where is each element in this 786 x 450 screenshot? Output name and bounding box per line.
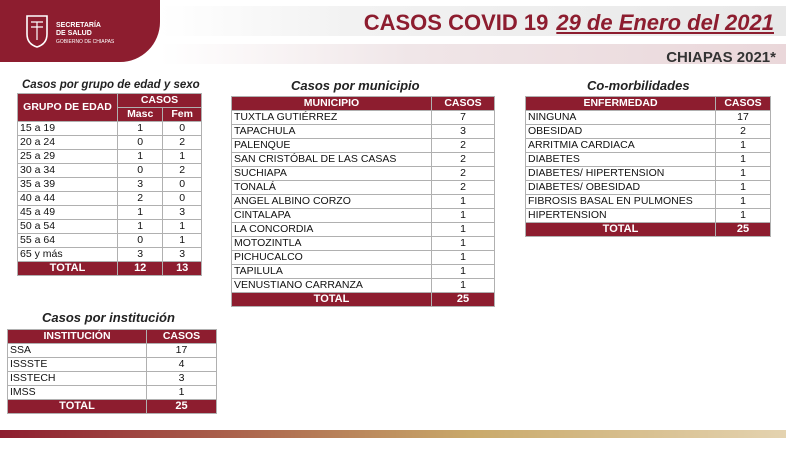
cell-cases: 1 bbox=[716, 181, 771, 195]
cell-fem: 1 bbox=[163, 234, 202, 248]
cell-group: 35 a 39 bbox=[18, 178, 118, 192]
age-sex-table bbox=[17, 93, 202, 276]
table-row bbox=[526, 195, 771, 209]
table-row bbox=[8, 386, 217, 400]
cell-group: 25 a 29 bbox=[18, 150, 118, 164]
cell-cases: 1 bbox=[432, 195, 495, 209]
municipality-title: Casos por municipio bbox=[291, 78, 420, 93]
table-row bbox=[526, 139, 771, 153]
cases-header: CASOS bbox=[716, 97, 771, 111]
table-row bbox=[232, 125, 495, 139]
cell-masc: 0 bbox=[118, 164, 163, 178]
page-subtitle: CHIAPAS 2021* bbox=[666, 49, 776, 66]
cell-fem: 0 bbox=[163, 192, 202, 206]
org-line-2: DE SALUD bbox=[56, 30, 92, 37]
municipality-header: MUNICIPIO bbox=[232, 97, 432, 111]
shield-icon bbox=[24, 14, 50, 48]
org-line-3: GOBIERNO DE CHIAPAS bbox=[56, 39, 115, 45]
cell-cases: 1 bbox=[432, 209, 495, 223]
cell-name: CINTALAPA bbox=[232, 209, 432, 223]
cell-group: 15 a 19 bbox=[18, 122, 118, 136]
table-row bbox=[232, 223, 495, 237]
cell-masc: 0 bbox=[118, 136, 163, 150]
institution-table bbox=[7, 329, 217, 414]
total-value: 25 bbox=[716, 223, 771, 237]
page-title bbox=[364, 10, 774, 36]
cell-name: LA CONCORDIA bbox=[232, 223, 432, 237]
table-row bbox=[232, 181, 495, 195]
cell-group: 65 y más bbox=[18, 248, 118, 262]
cell-fem: 0 bbox=[163, 178, 202, 192]
comorbidities-table bbox=[525, 96, 771, 237]
table-row bbox=[232, 139, 495, 153]
table-row bbox=[232, 111, 495, 125]
cell-name: PICHUCALCO bbox=[232, 251, 432, 265]
table-row bbox=[18, 220, 202, 234]
total-row bbox=[18, 262, 202, 276]
table-row bbox=[18, 150, 202, 164]
cell-masc: 1 bbox=[118, 150, 163, 164]
table-row bbox=[18, 192, 202, 206]
municipality-table bbox=[231, 96, 495, 307]
table-row bbox=[232, 209, 495, 223]
cell-cases: 7 bbox=[432, 111, 495, 125]
table-row bbox=[18, 164, 202, 178]
table-row bbox=[232, 153, 495, 167]
table-row bbox=[18, 234, 202, 248]
cell-group: 45 a 49 bbox=[18, 206, 118, 220]
total-row bbox=[526, 223, 771, 237]
total-label: TOTAL bbox=[18, 262, 118, 276]
cell-fem: 2 bbox=[163, 136, 202, 150]
total-fem: 13 bbox=[163, 262, 202, 276]
table-row bbox=[18, 136, 202, 150]
disease-header: ENFERMEDAD bbox=[526, 97, 716, 111]
cell-name: VENUSTIANO CARRANZA bbox=[232, 279, 432, 293]
total-row bbox=[8, 400, 217, 414]
table-row bbox=[232, 195, 495, 209]
institution-title: Casos por institución bbox=[42, 310, 175, 325]
age-sex-title: Casos por grupo de edad y sexo bbox=[22, 79, 200, 91]
cell-name: TAPILULA bbox=[232, 265, 432, 279]
cell-cases: 1 bbox=[432, 265, 495, 279]
table-row bbox=[232, 237, 495, 251]
table-row bbox=[526, 167, 771, 181]
age-group-header: GRUPO DE EDAD bbox=[18, 94, 118, 122]
total-label: TOTAL bbox=[232, 293, 432, 307]
cell-name: SSA bbox=[8, 344, 147, 358]
cell-cases: 2 bbox=[432, 153, 495, 167]
cell-name: DIABETES/ OBESIDAD bbox=[526, 181, 716, 195]
org-line-1: SECRETARÍA bbox=[56, 22, 101, 29]
table-row bbox=[18, 248, 202, 262]
cell-cases: 3 bbox=[147, 372, 217, 386]
table-row bbox=[526, 111, 771, 125]
total-value: 25 bbox=[432, 293, 495, 307]
masc-header: Masc bbox=[118, 108, 163, 122]
cell-name: TAPACHULA bbox=[232, 125, 432, 139]
cases-header: CASOS bbox=[118, 94, 202, 108]
title-main: CASOS COVID 19 bbox=[363, 10, 549, 35]
cell-name: ANGEL ALBINO CORZO bbox=[232, 195, 432, 209]
cell-group: 20 a 24 bbox=[18, 136, 118, 150]
table-row bbox=[526, 125, 771, 139]
cell-group: 55 a 64 bbox=[18, 234, 118, 248]
cell-cases: 1 bbox=[716, 167, 771, 181]
institution-header: INSTITUCIÓN bbox=[8, 330, 147, 344]
cell-cases: 1 bbox=[432, 237, 495, 251]
table-row bbox=[232, 265, 495, 279]
logo bbox=[0, 0, 160, 62]
table-row bbox=[8, 372, 217, 386]
cell-name: IMSS bbox=[8, 386, 147, 400]
cell-name: ARRITMIA CARDIACA bbox=[526, 139, 716, 153]
table-row bbox=[232, 167, 495, 181]
cell-name: DIABETES bbox=[526, 153, 716, 167]
cell-name: MOTOZINTLA bbox=[232, 237, 432, 251]
org-name bbox=[56, 22, 114, 46]
cell-masc: 1 bbox=[118, 206, 163, 220]
table-row bbox=[526, 209, 771, 223]
comorbidities-title: Co-morbilidades bbox=[587, 78, 690, 93]
cell-masc: 2 bbox=[118, 192, 163, 206]
table-row bbox=[526, 153, 771, 167]
cell-name: SUCHIAPA bbox=[232, 167, 432, 181]
cell-cases: 1 bbox=[147, 386, 217, 400]
cell-masc: 3 bbox=[118, 178, 163, 192]
header bbox=[0, 0, 786, 68]
cell-group: 30 a 34 bbox=[18, 164, 118, 178]
cases-header: CASOS bbox=[432, 97, 495, 111]
cell-name: TUXTLA GUTIÉRREZ bbox=[232, 111, 432, 125]
table-row bbox=[18, 206, 202, 220]
cell-fem: 3 bbox=[163, 206, 202, 220]
cell-fem: 0 bbox=[163, 122, 202, 136]
cell-cases: 17 bbox=[147, 344, 217, 358]
cell-name: ISSSTE bbox=[8, 358, 147, 372]
total-masc: 12 bbox=[118, 262, 163, 276]
cell-masc: 3 bbox=[118, 248, 163, 262]
table-row bbox=[232, 251, 495, 265]
cell-masc: 0 bbox=[118, 234, 163, 248]
cases-header: CASOS bbox=[147, 330, 217, 344]
cell-cases: 1 bbox=[432, 251, 495, 265]
table-row bbox=[526, 181, 771, 195]
cell-cases: 1 bbox=[716, 139, 771, 153]
cell-name: FIBROSIS BASAL EN PULMONES bbox=[526, 195, 716, 209]
cell-cases: 3 bbox=[432, 125, 495, 139]
cell-cases: 1 bbox=[432, 279, 495, 293]
title-date: 29 de Enero del 2021 bbox=[556, 10, 774, 35]
cell-cases: 2 bbox=[716, 125, 771, 139]
cell-cases: 1 bbox=[716, 209, 771, 223]
cell-cases: 1 bbox=[432, 223, 495, 237]
table-row bbox=[18, 178, 202, 192]
cell-name: PALENQUE bbox=[232, 139, 432, 153]
cell-fem: 1 bbox=[163, 150, 202, 164]
cell-cases: 1 bbox=[716, 195, 771, 209]
table-row bbox=[8, 358, 217, 372]
total-value: 25 bbox=[147, 400, 217, 414]
cell-name: DIABETES/ HIPERTENSION bbox=[526, 167, 716, 181]
table-row bbox=[232, 279, 495, 293]
cell-name: NINGUNA bbox=[526, 111, 716, 125]
cell-fem: 2 bbox=[163, 164, 202, 178]
cell-cases: 1 bbox=[716, 153, 771, 167]
cell-name: SAN CRISTÓBAL DE LAS CASAS bbox=[232, 153, 432, 167]
cell-cases: 2 bbox=[432, 167, 495, 181]
cell-name: ISSTECH bbox=[8, 372, 147, 386]
cell-name: TONALÁ bbox=[232, 181, 432, 195]
cell-masc: 1 bbox=[118, 220, 163, 234]
total-label: TOTAL bbox=[526, 223, 716, 237]
cell-cases: 4 bbox=[147, 358, 217, 372]
fem-header: Fem bbox=[163, 108, 202, 122]
total-row bbox=[232, 293, 495, 307]
cell-cases: 2 bbox=[432, 139, 495, 153]
total-label: TOTAL bbox=[8, 400, 147, 414]
cell-masc: 1 bbox=[118, 122, 163, 136]
cell-fem: 1 bbox=[163, 220, 202, 234]
cell-group: 50 a 54 bbox=[18, 220, 118, 234]
cell-group: 40 a 44 bbox=[18, 192, 118, 206]
cell-cases: 2 bbox=[432, 181, 495, 195]
cell-name: OBESIDAD bbox=[526, 125, 716, 139]
cell-name: HIPERTENSION bbox=[526, 209, 716, 223]
cell-cases: 17 bbox=[716, 111, 771, 125]
table-row bbox=[8, 344, 217, 358]
cell-fem: 3 bbox=[163, 248, 202, 262]
footer-band bbox=[0, 430, 786, 438]
table-row bbox=[18, 122, 202, 136]
